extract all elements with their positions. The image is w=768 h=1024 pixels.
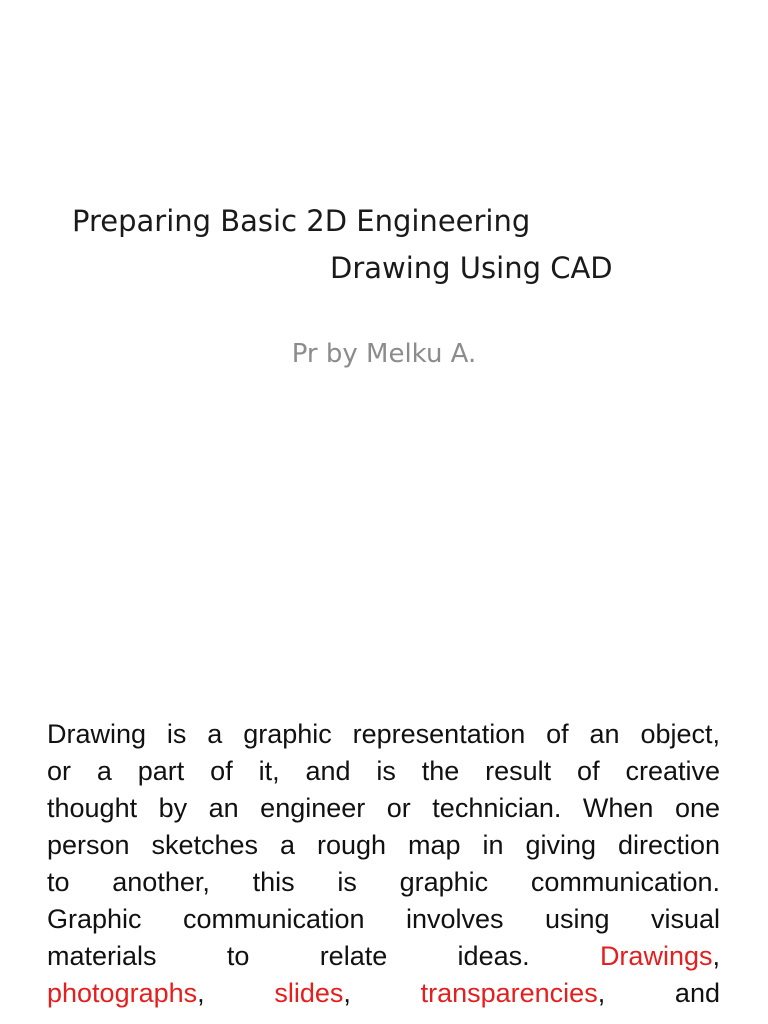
paragraph-line-6: Graphic communication involves using visual (47, 904, 720, 934)
line-8-comma-3: , (597, 978, 606, 1008)
highlight-slides: slides (274, 978, 344, 1008)
line-8-and: and (674, 978, 720, 1008)
line-7-text: materials to relate ideas. (47, 941, 530, 971)
highlight-transparencies: transparencies (420, 978, 598, 1008)
paragraph-line-5: to another, this is graphic communication. (47, 867, 720, 897)
highlight-photographs: photographs (47, 978, 198, 1008)
line-7-punct: , (712, 941, 720, 971)
body-paragraph (47, 716, 720, 1012)
slide-title-line-2: Drawing Using CAD (330, 251, 613, 285)
paragraph-line-1: Drawing is a graphic representation of an object, (47, 719, 720, 749)
paragraph-line-8 (47, 975, 720, 1012)
slide-subtitle: Pr by Melku A. (291, 339, 477, 369)
slide-title (72, 198, 712, 292)
line-8-comma-1: , (197, 978, 205, 1008)
line-8-comma-2: , (343, 978, 351, 1008)
slide-title-line-1: Preparing Basic 2D Engineering (72, 204, 531, 238)
paragraph-line-2: or a part of it, and is the result of creative (47, 756, 720, 786)
paragraph-line-3: thought by an engineer or technician. When one (47, 793, 720, 823)
paragraph-line-4: person sketches a rough map in giving direction (47, 830, 720, 860)
highlight-drawings: Drawings (599, 941, 713, 971)
paragraph-line-7 (47, 938, 720, 975)
